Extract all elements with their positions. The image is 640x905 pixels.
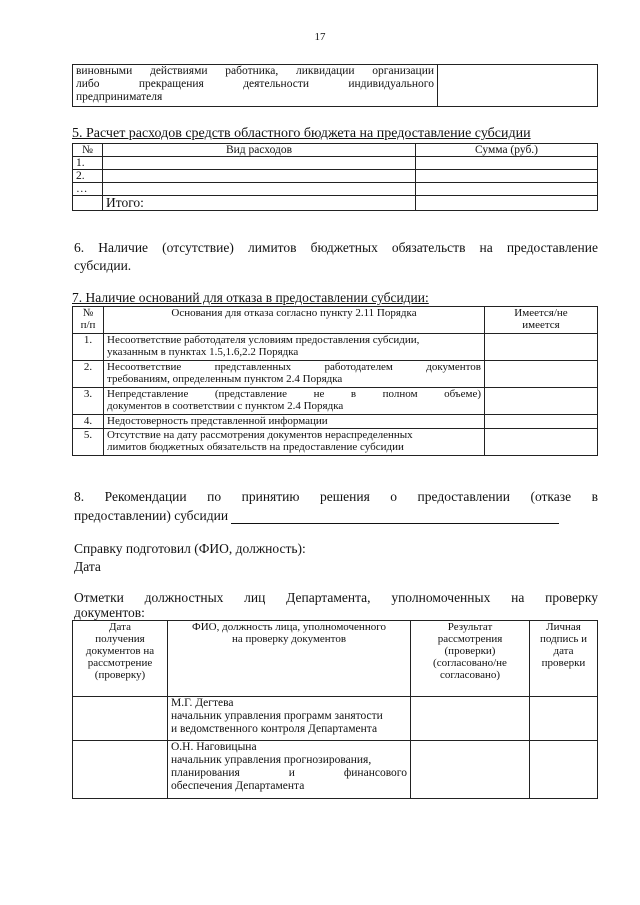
section6-text (74, 240, 598, 274)
recommendation-blank-line (231, 510, 559, 524)
section5-title: 5. Расчет расходов средств областного бюджета на предоставление субсидии (72, 126, 531, 141)
top-table-line-3: предпринимателя (76, 91, 163, 103)
expenses-total-label: Итого: (103, 196, 416, 211)
official-position: начальник управления программ занятости (171, 710, 383, 722)
top-table-empty-cell (438, 65, 598, 107)
table-row (73, 361, 598, 388)
officials-header-date: Дата получения документов на рассмотрение (проверку) (73, 621, 168, 697)
top-table-line-1: виновными действиями работника, ликвидации организации (76, 65, 434, 77)
official-name: М.Г. Дегтева (171, 697, 234, 709)
refusal-row-num: 1. (73, 334, 104, 361)
refusal-row-text: Недостоверность представленной информации (104, 415, 485, 429)
refusal-row-num: 4. (73, 415, 104, 429)
table-row (73, 196, 598, 211)
refusal-row-text: Несоответствие работодателя условиям предоставления субсидии, указанным в пунктах 1.5,1.6,2.2 Порядка (104, 334, 485, 361)
refusal-header-reason: Основания для отказа согласно пункту 2.11 Порядка (104, 307, 485, 334)
official-cell (168, 741, 411, 799)
refusal-row-num: 5. (73, 429, 104, 456)
expenses-row-num: … (73, 183, 103, 196)
expenses-header-sum: Сумма (руб.) (416, 144, 598, 157)
expenses-row-num: 2. (73, 170, 103, 183)
date-label: Дата (74, 559, 101, 574)
refusal-header-num: № п/п (73, 307, 104, 334)
officials-header-result: Результат рассмотрения (проверки) (согласовано/не согласовано) (411, 621, 530, 697)
official-position: обеспечения Департамента (171, 780, 305, 792)
marks-intro-line-2: документов: (74, 605, 145, 620)
top-continuation-table (72, 64, 598, 107)
page-number: 17 (314, 31, 326, 43)
top-table-line-2: либо прекращения деятельности индивидуального (76, 78, 434, 90)
section6-line-1: 6. Наличие (отсутствие) лимитов бюджетных обязательств на предоставление (74, 240, 598, 255)
official-name: О.Н. Наговицына (171, 741, 257, 753)
refusal-row-text: Несоответствие представленных работодателем документов требованиям, определенным пунктом 2.4 Порядка (104, 361, 485, 388)
table-row (73, 334, 598, 361)
section8-text (74, 489, 598, 524)
section8-line-1: 8. Рекомендации по принятию решения о предоставлении (отказе в (74, 489, 598, 504)
expenses-table (72, 143, 598, 211)
expenses-row-num: 1. (73, 157, 103, 170)
refusal-row-num: 3. (73, 388, 104, 415)
refusal-row-num: 2. (73, 361, 104, 388)
table-row (73, 697, 598, 741)
refusal-row-text: Непредставление (представление не в полном объеме) документов в соответствии с пунктом 2.4 Порядка (104, 388, 485, 415)
officials-table (72, 620, 598, 799)
marks-intro (74, 590, 598, 621)
official-position: начальник управления прогнозирования, (171, 754, 372, 766)
table-row (73, 170, 598, 183)
table-row (73, 741, 598, 799)
section6-line-2: субсидии. (74, 258, 132, 273)
expenses-header-type: Вид расходов (103, 144, 416, 157)
top-table-text-cell (73, 65, 438, 107)
refusal-row-text: Отсутствие на дату рассмотрения документов нераспределенных лимитов бюджетных обязательств на предоставление субсидии (104, 429, 485, 456)
table-row (73, 183, 598, 196)
table-row (73, 388, 598, 415)
section7-title: 7. Наличие оснований для отказа в предоставлении субсидии: (72, 290, 429, 305)
official-position: и ведомственного контроля Департамента (171, 723, 378, 735)
section8-line-2: предоставлении) субсидии (74, 508, 229, 523)
table-row (73, 157, 598, 170)
marks-intro-line-1: Отметки должностных лиц Департамента, уполномоченных на проверку (74, 590, 598, 605)
table-row (73, 429, 598, 456)
expenses-header-num: № (73, 144, 103, 157)
refusal-header-has: Имеется/не имеется (485, 307, 598, 334)
table-row (73, 415, 598, 429)
prepared-by-label: Справку подготовил (ФИО, должность): (74, 541, 306, 556)
officials-header-signature: Личная подпись и дата проверки (530, 621, 598, 697)
official-cell (168, 697, 411, 741)
officials-header-name: ФИО, должность лица, уполномоченного на проверку документов (168, 621, 411, 697)
refusal-grounds-table (72, 306, 598, 456)
official-position: планирования и финансового (171, 767, 407, 779)
prepared-by (74, 541, 306, 575)
